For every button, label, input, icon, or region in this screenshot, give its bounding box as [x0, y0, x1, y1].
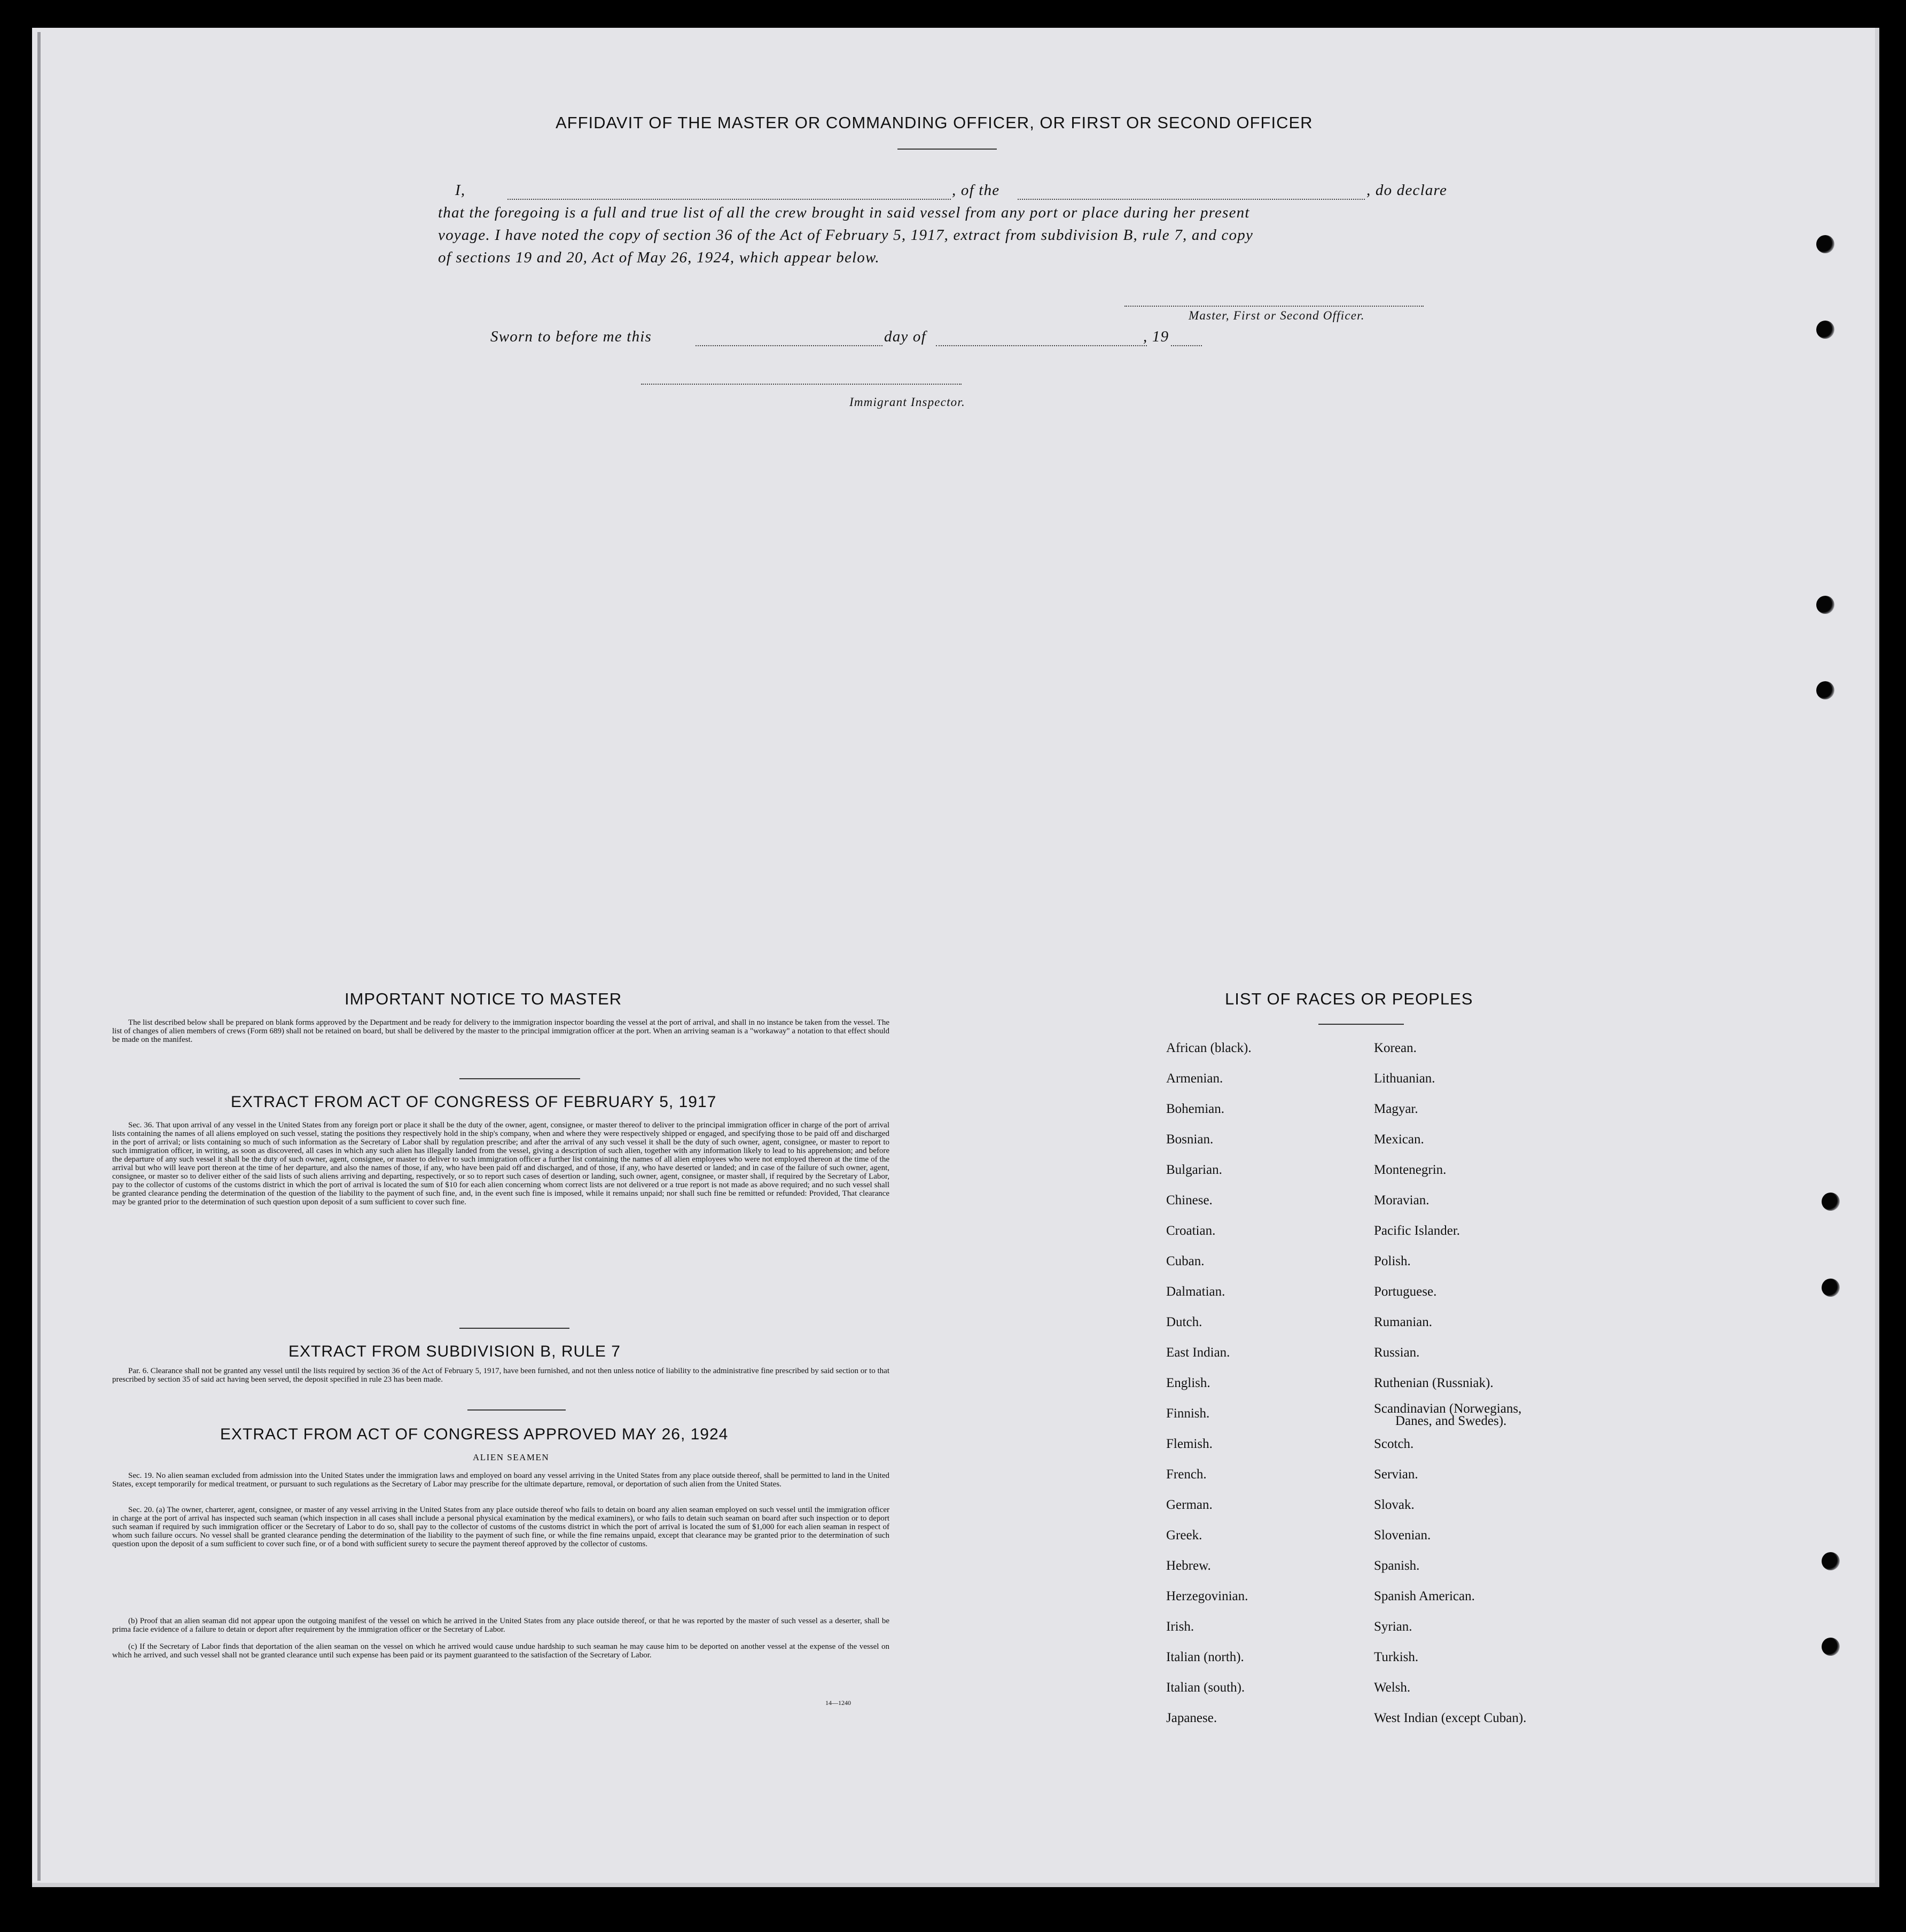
title-divider — [897, 149, 997, 150]
race-entry: Croatian. — [1166, 1224, 1216, 1238]
punch-hole-icon — [1822, 1552, 1840, 1570]
year-label: , 19 — [1143, 328, 1169, 345]
section-divider — [459, 1078, 580, 1079]
race-entry: Italian (north). — [1166, 1650, 1244, 1664]
race-entry: Mexican. — [1374, 1132, 1424, 1147]
races-title: LIST OF RACES OR PEOPLES — [1225, 990, 1473, 1008]
day-of-label: day of — [884, 328, 926, 345]
affidavit-declare-label: , do declare — [1366, 182, 1448, 199]
sec-20c-body: (c) If the Secretary of Labor finds that deportation of the alien seaman on the vessel on which he arrived would cause undue hardship to such seaman he may cause him to be deported on another vessel at the expense of the vessel on which he arrived, and such vessel shall not be granted clearance until such expense has been paid or its payment guaranteed to the satisfaction of the Secretary of Labor. — [112, 1642, 889, 1660]
race-entry: Slovak. — [1374, 1498, 1415, 1512]
sec-20a-body: Sec. 20. (a) The owner, charterer, agent, consignee, or master of any vessel arriving in the United States from any place outside thereof who fails to detain on board any alien seaman employed on such vessel until the immigration officer in charge at the port of arrival has inspected such seaman (which inspection in all cases shall include a personal physical examination by the medical examiners), or who fails to detain such seaman on board after such inspection or to deport such seaman if required by such immigration officer or the Secretary of Labor to do so, shall pay to the collector of customs of the customs district in which the port of arrival is located the sum of $1,000 for each alien seaman in respect of whom such failure occurs. No vessel shall be granted clearance pending the determination of the liability to the payment of such fine, or while the fine remains unpaid, except that clearance may be granted prior to the determination of such question upon the deposit of a sum sufficient to cover such fine, or of a bond with sufficient surety to secure the payment thereof approved by the collector of customs. — [112, 1506, 889, 1548]
race-entry: West Indian (except Cuban). — [1374, 1711, 1527, 1725]
vessel-blank — [1018, 199, 1365, 200]
master-signature-label: Master, First or Second Officer. — [1189, 309, 1365, 322]
race-entry: Syrian. — [1374, 1619, 1412, 1634]
section-divider — [459, 1328, 569, 1329]
sworn-month-blank — [936, 345, 1147, 346]
punch-hole-icon — [1816, 321, 1834, 339]
sec-19-body: Sec. 19. No alien seaman excluded from admission into the United States under the immigration laws and employed on board any vessel arriving in the United States from any place outside thereof, shall be permitted to land in the United States, except temporarily for medical treatment, or pursuant to such regulations as the Secretary of Labor may prescribe for the ultimate departure, removal, or deportation of such alien from the United States. — [112, 1471, 889, 1489]
race-entry: Dalmatian. — [1166, 1284, 1225, 1299]
race-entry: Scotch. — [1374, 1437, 1414, 1451]
race-entry: Polish. — [1374, 1254, 1411, 1268]
race-entry-continued: Danes, and Swedes). — [1395, 1414, 1507, 1428]
affidavit-of-the-label: , of the — [952, 182, 1000, 199]
extract-1924-title: EXTRACT FROM ACT OF CONGRESS APPROVED MAY 26, 1924 — [220, 1425, 729, 1443]
race-entry: Moravian. — [1374, 1193, 1430, 1208]
race-entry: English. — [1166, 1376, 1210, 1390]
race-entry: French. — [1166, 1467, 1207, 1482]
extract-1917-title: EXTRACT FROM ACT OF CONGRESS OF FEBRUARY 5, 1917 — [231, 1093, 717, 1111]
page-fold — [37, 32, 41, 1881]
document-page — [32, 28, 1875, 1887]
race-entry: Lithuanian. — [1374, 1071, 1435, 1086]
inspector-signature-line — [641, 384, 962, 385]
sworn-day-blank — [696, 345, 882, 346]
race-entry: Montenegrin. — [1374, 1163, 1447, 1177]
page-bottom-edge — [32, 1883, 1879, 1887]
race-entry: Cuban. — [1166, 1254, 1205, 1268]
race-entry: Italian (south). — [1166, 1680, 1245, 1695]
alien-seamen-subtitle: ALIEN SEAMEN — [473, 1452, 550, 1462]
race-entry: Greek. — [1166, 1528, 1202, 1543]
race-entry: Bosnian. — [1166, 1132, 1214, 1147]
race-entry: Welsh. — [1374, 1680, 1411, 1695]
race-entry: Armenian. — [1166, 1071, 1223, 1086]
sec-20b-body: (b) Proof that an alien seaman did not appear upon the outgoing manifest of the vessel on which he arrived in the United States from any place outside thereof, or that he was reported by the master of such vessel as a deserter, shall be prima facie evidence of a failure to detain or deport after requirement by the immigration officer or the Secretary of Labor. — [112, 1617, 889, 1634]
affidavit-line-2: that the foregoing is a full and true list of all the crew brought in said vessel from any port or place during her present — [438, 204, 1250, 221]
race-entry: Portuguese. — [1374, 1284, 1437, 1299]
inspector-label: Immigrant Inspector. — [849, 395, 965, 409]
races-divider — [1318, 1024, 1404, 1025]
punch-hole-icon — [1822, 1279, 1840, 1297]
race-entry: Slovenian. — [1374, 1528, 1431, 1543]
sworn-label: Sworn to before me this — [490, 328, 652, 345]
race-entry: Chinese. — [1166, 1193, 1213, 1208]
race-entry: Ruthenian (Russniak). — [1374, 1376, 1494, 1390]
race-entry: Spanish. — [1374, 1559, 1420, 1573]
race-entry: Japanese. — [1166, 1711, 1217, 1725]
race-entry: Servian. — [1374, 1467, 1418, 1482]
race-entry: Flemish. — [1166, 1437, 1213, 1451]
race-entry: East Indian. — [1166, 1345, 1230, 1360]
name-blank — [507, 199, 951, 200]
extract-rule7-body: Par. 6. Clearance shall not be granted any vessel until the lists required by section 36 of the Act of February 5, 1917, have been furnished, and not then unless notice of liability to the administrative fine prescribed by said section or to that prescribed by section 35 of said act having been served, the deposit specified in rule 23 has been made. — [112, 1367, 889, 1384]
punch-hole-icon — [1816, 681, 1834, 699]
race-entry: Dutch. — [1166, 1315, 1202, 1329]
affidavit-i-label: I, — [455, 182, 466, 199]
punch-hole-icon — [1816, 235, 1834, 253]
race-entry: Herzegovinian. — [1166, 1589, 1248, 1603]
extract-rule7-title: EXTRACT FROM SUBDIVISION B, RULE 7 — [288, 1343, 621, 1360]
race-entry: Turkish. — [1374, 1650, 1419, 1664]
race-entry: Bulgarian. — [1166, 1163, 1222, 1177]
race-entry: Magyar. — [1374, 1102, 1418, 1116]
race-entry: Korean. — [1374, 1041, 1417, 1055]
affidavit-line-3: voyage. I have noted the copy of section 36 of the Act of February 5, 1917, extract from subdivision B, rule 7, and copy — [438, 227, 1254, 244]
race-entry: African (black). — [1166, 1041, 1252, 1055]
race-entry: Russian. — [1374, 1345, 1420, 1360]
punch-hole-icon — [1822, 1193, 1840, 1211]
race-entry: Irish. — [1166, 1619, 1194, 1634]
race-entry: Scandinavian (Norwegians, — [1374, 1401, 1522, 1416]
race-entry: Pacific Islander. — [1374, 1224, 1460, 1238]
race-entry: Spanish American. — [1374, 1589, 1475, 1603]
punch-hole-icon — [1816, 596, 1834, 614]
race-entry: Finnish. — [1166, 1406, 1210, 1421]
affidavit-title: AFFIDAVIT OF THE MASTER OR COMMANDING OFFICER, OR FIRST OR SECOND OFFICER — [556, 113, 1313, 132]
race-entry: German. — [1166, 1498, 1213, 1512]
race-entry: Hebrew. — [1166, 1559, 1211, 1573]
master-signature-line — [1124, 306, 1424, 307]
punch-hole-icon — [1822, 1638, 1840, 1656]
race-entry: Bohemian. — [1166, 1102, 1225, 1116]
extract-1917-body: Sec. 36. That upon arrival of any vessel in the United States from any foreign port or place it shall be the duty of the owner, agent, consignee, or master thereof to deliver to the principal immigration officer in charge of the port of arrival lists containing the names of all aliens employed on such vessel, stating the positions they respectively hold in the ship's company, when and where they were respectively shipped or engaged, and specifying those to be paid off and discharged in the port of arrival; or lists containing so much of such information as the Secretary of Labor shall by regulation prescribe; and after the arrival of any such vessel it shall be the duty of such owner, agent, consignee, or master to report to such immigration officer, in writing, as soon as discovered, all cases in which any such alien has illegally landed from the vessel, giving a description of such alien, together with any information likely to lead to his apprehension; and before the departure of any such vessel it shall be the duty of such owner, agent, consignee, or master to deliver to such immigration officer a further list containing the names of all alien employees who were not employed thereon at the time of the arrival but who will leave port thereon at the time of her departure, and also the names of those, if any, who have been paid off and discharged, and of those, if any, who have deserted or landed; and in case of the failure of such owner, agent, consignee, or master so to deliver either of the said lists of such aliens arriving and departing, respectively, or so to report such cases of desertion or landing, such owner, agent, consignee, or master shall, if required by the Secretary of Labor, pay to the collector of customs of the customs district in which the port of arrival is located the sum of $10 for each alien concerning whom correct lists are not delivered or a true report is not made as above required; and no such vessel shall be granted clearance pending the determination of the question of the liability to the payment of such fine, and, in the event such fine is imposed, while it remains unpaid; nor shall such fine be remitted or refunded: Provided, That clearance may be granted prior to the determination of such question upon deposit of a sum sufficient to cover such fine. — [112, 1121, 889, 1206]
race-entry: Rumanian. — [1374, 1315, 1433, 1329]
page-edge — [1875, 28, 1879, 1887]
form-number: 14—1240 — [825, 1699, 851, 1707]
affidavit-line-4: of sections 19 and 20, Act of May 26, 1924, which appear below. — [438, 249, 880, 266]
section-divider — [467, 1409, 566, 1411]
notice-body: The list described below shall be prepared on blank forms approved by the Department and be ready for delivery to the immigration inspector boarding the vessel at the port of arrival, and shall in no instance be taken from the vessel. The list of changes of alien members of crews (Form 689) shall not be retained on board, but shall be delivered by the master to the principal immigration officer at the port. When an arriving seaman is a "workaway" a notation to that effect should be made on the manifest. — [112, 1018, 889, 1044]
sworn-year-blank — [1171, 345, 1202, 346]
notice-title: IMPORTANT NOTICE TO MASTER — [345, 990, 622, 1008]
